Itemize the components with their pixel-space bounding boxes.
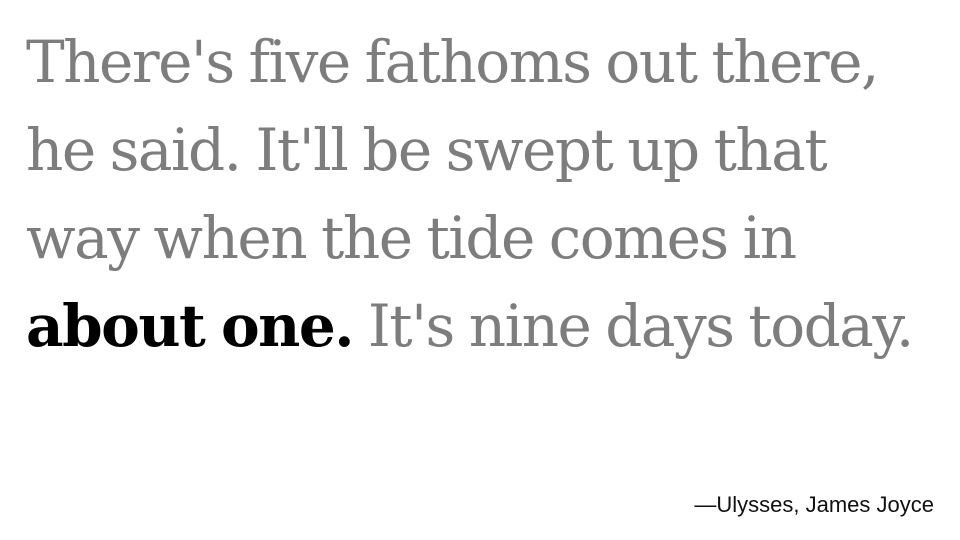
quote-line-1: There's five fathoms out there, — [26, 28, 878, 96]
quote-attribution: —Ulysses, James Joyce — [694, 492, 934, 517]
quote-block — [26, 18, 946, 370]
quote-line-4-rest: It's nine days today. — [367, 292, 913, 360]
quote-line-3: way when the tide comes in — [26, 204, 796, 272]
quote-line-4 — [26, 282, 946, 370]
quote-emphasis: about one. — [26, 292, 353, 360]
quote-line-2: he said. It'll be swept up that — [26, 116, 827, 184]
